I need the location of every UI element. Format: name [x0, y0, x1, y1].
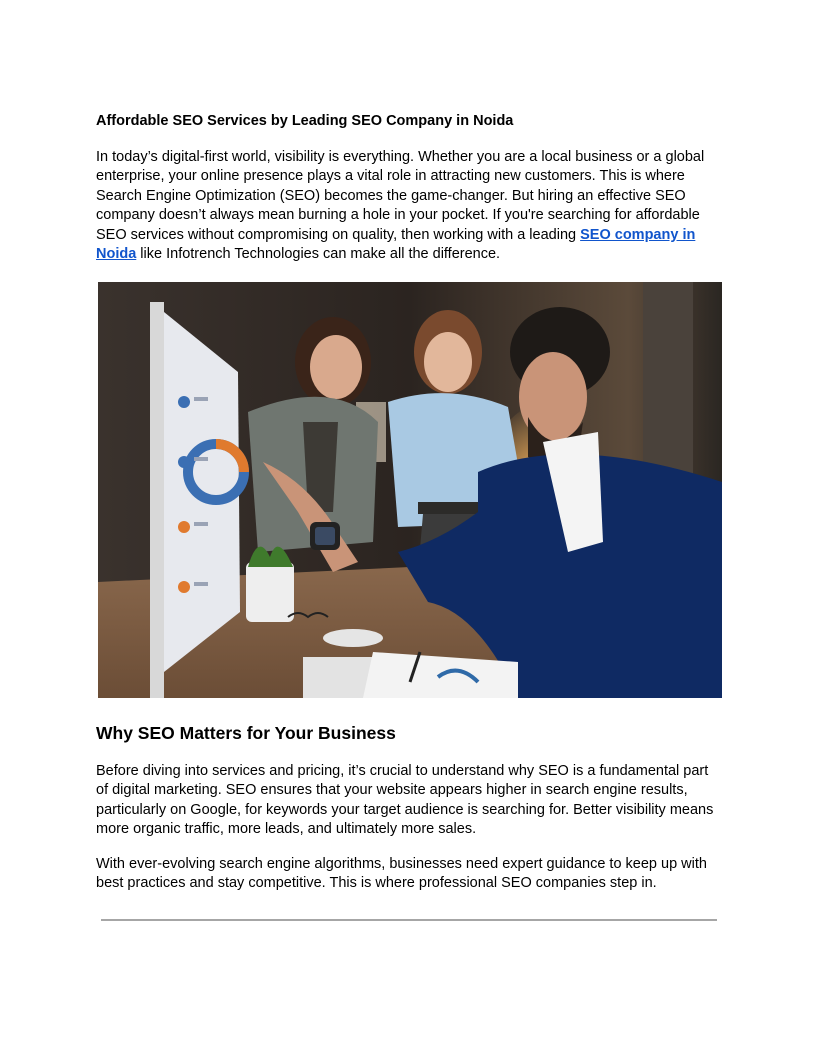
intro-paragraph [96, 148, 720, 264]
section-heading: Why SEO Matters for Your Business [96, 723, 396, 743]
paragraph-why-seo: Before diving into services and pricing, it’s crucial to understand why SEO is a fundamental part of digital marketing. SEO ensures that your website appears higher in search engine results, particularly on Google, for keywords your target audience is searching for. Better visibility means more organic traffic, more leads, and ultimately more sales. [96, 763, 714, 838]
seo-company-noida-link[interactable]: SEO company in Noida [96, 226, 696, 263]
intro-text-before-link: In today’s digital-first world, visibility is everything. Whether you are a local business or a global enterprise, your online presence plays a vital role in attracting new customers. This is where Search Engine Optimization (SEO) becomes the game-changer. But hiring an effective SEO company doesn’t always mean burning a hole in your pocket. If you're searching for affordable SEO services without compromising on quality, then working with a leading [96, 149, 705, 243]
article-title: Affordable SEO Services by Leading SEO Company in Noida [96, 113, 514, 129]
intro-text-after-link: like Infotrench Technologies can make all the difference. [136, 246, 501, 263]
paragraph-algorithms: With ever-evolving search engine algorithms, businesses need expert guidance to keep up with best practices and stay competitive. This is where professional SEO companies step in. [96, 856, 707, 892]
horizontal-divider [101, 919, 717, 921]
team-meeting-photo [98, 282, 722, 698]
